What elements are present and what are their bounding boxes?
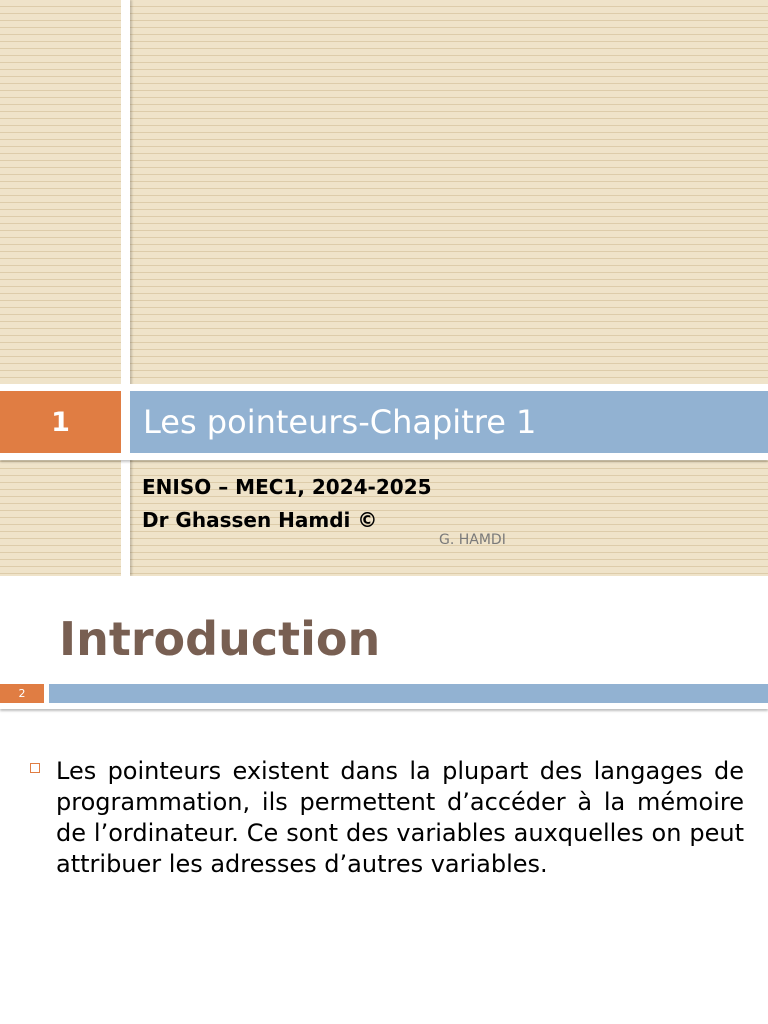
slide-footer: G. HAMDI <box>439 532 506 548</box>
title-band-top-divider <box>0 384 768 391</box>
slide-title: Les pointeurs-Chapitre 1 <box>143 403 537 441</box>
slide-number-box <box>0 684 44 703</box>
title-bar-divider <box>0 703 768 709</box>
slide-number: 1 <box>51 406 70 438</box>
title-bar <box>49 684 768 703</box>
square-bullet-icon <box>30 763 40 773</box>
author-subtitle: Dr Ghassen Hamdi © <box>142 508 378 532</box>
vertical-divider <box>121 0 130 576</box>
slide-title: Introduction <box>59 612 381 666</box>
course-subtitle: ENISO – MEC1, 2024-2025 <box>142 475 432 499</box>
slide-2 <box>0 576 768 1024</box>
slide-number: 2 <box>18 687 26 700</box>
bullet-paragraph: Les pointeurs existent dans la plupart des langages de programmation, ils permettent d’accéder à la mémoire de l’ordinateur. Ce sont des variables auxquelles on peut attribuer les adresses d’autres variables. <box>56 757 744 878</box>
title-band-bottom-divider <box>0 453 768 460</box>
title-band <box>130 391 768 453</box>
slide-number-box <box>0 391 121 453</box>
